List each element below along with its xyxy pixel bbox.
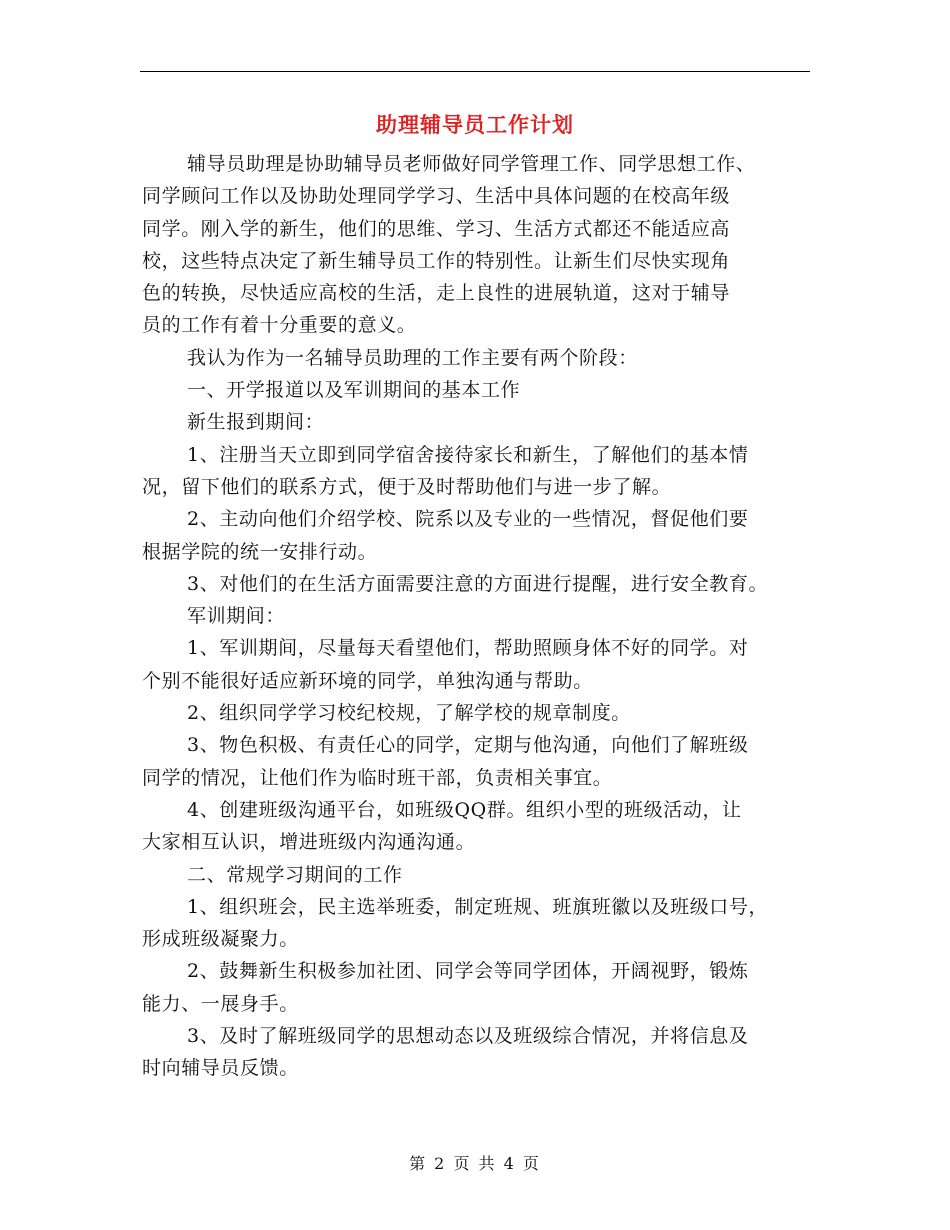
text-line: 4、创建班级沟通平台，如班级QQ群。组织小型的班级活动，让: [187, 798, 742, 821]
document-body: [142, 148, 814, 1085]
text-line: 员的工作有着十分重要的意义。: [142, 314, 417, 337]
text-line: 1、组织班会，民主选举班委，制定班规、班旗班徽以及班级口号，: [187, 895, 769, 918]
text-line: 二、常规学习期间的工作: [187, 863, 403, 886]
text-line: 3、及时了解班级同学的思想动态以及班级综合情况，并将信息及: [187, 1025, 749, 1048]
text-line: 一、开学报道以及军训期间的基本工作: [187, 379, 521, 402]
page-footer: 第 2 页 共 4 页: [409, 1154, 541, 1173]
text-line: 3、物色积极、有责任心的同学，定期与他沟通，向他们了解班级: [187, 734, 749, 757]
text-line: 3、对他们的在生活方面需要注意的方面进行提醒，进行安全教育。: [187, 572, 769, 595]
text-line: 时向辅导员反馈。: [142, 1057, 299, 1080]
text-line: 1、军训期间，尽量每天看望他们，帮助照顾身体不好的同学。对: [187, 637, 749, 660]
text-line: 新生报到期间：: [187, 411, 325, 434]
text-line: 能力、一展身手。: [142, 992, 299, 1015]
text-line: 况，留下他们的联系方式，便于及时帮助他们与进一步了解。: [142, 475, 672, 498]
text-line: 个别不能很好适应新环境的同学，单独沟通与帮助。: [142, 669, 593, 692]
text-line: 同学顾问工作以及协助处理同学学习、生活中具体问题的在校高年级: [142, 185, 731, 208]
text-line: 1、注册当天立即到同学宿舍接待家长和新生，了解他们的基本情: [187, 443, 749, 466]
text-line: 军训期间：: [187, 605, 286, 628]
text-line: 校，这些特点决定了新生辅导员工作的特别性。让新生们尽快实现角: [142, 249, 731, 272]
text-line: 根据学院的统一安排行动。: [142, 540, 378, 563]
text-line: 我认为作为一名辅导员助理的工作主要有两个阶段：: [187, 346, 638, 369]
text-line: 2、组织同学学习校纪校规，了解学校的规章制度。: [187, 702, 631, 725]
text-line: 辅导员助理是协助辅导员老师做好同学管理工作、同学思想工作、: [187, 153, 756, 175]
document-title: 助理辅导员工作计划: [376, 113, 574, 137]
text-line: 大家相互认识，增进班级内沟通沟通。: [142, 831, 476, 854]
text-line: 色的转换，尽快适应高校的生活，走上良性的进展轨道，这对于辅导: [142, 282, 731, 305]
text-line: 同学的情况，让他们作为临时班干部，负责相关事宜。: [142, 766, 613, 789]
text-line: 2、鼓舞新生积极参加社团、同学会等同学团体，开阔视野，锻炼: [187, 960, 749, 983]
text-line: 同学。刚入学的新生，他们的思维、学习、生活方式都还不能适应高: [142, 217, 731, 240]
text-line: 2、主动向他们介绍学校、院系以及专业的一些情况，督促他们要: [187, 508, 749, 531]
text-line: 形成班级凝聚力。: [142, 928, 299, 951]
header-rule: [140, 71, 810, 72]
